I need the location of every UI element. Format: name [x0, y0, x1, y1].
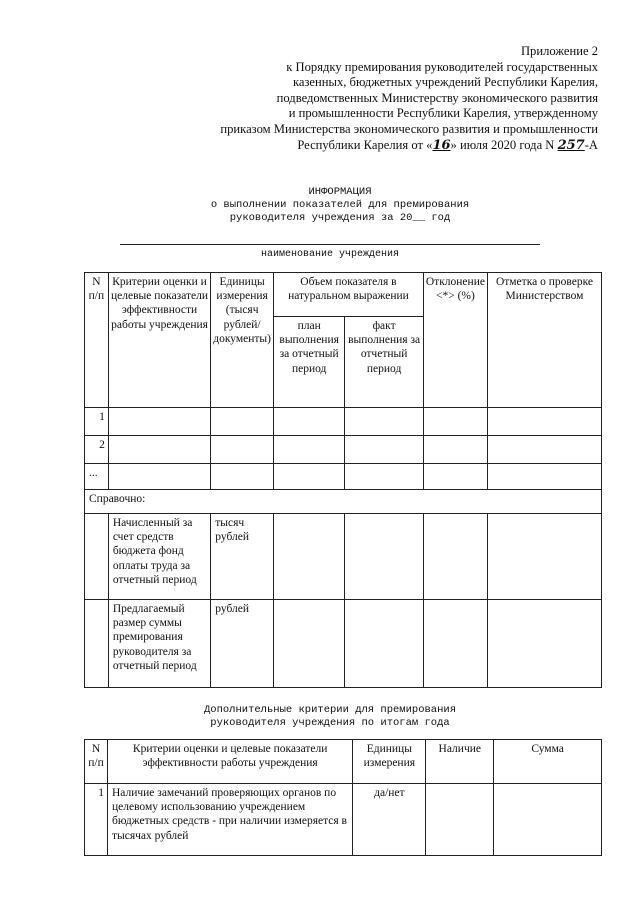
col-header-criteria: Критерии оценки и целевые показатели эффективности работы учреждения: [108, 273, 210, 408]
subtitle-line: руководителя учреждения по итогам года: [210, 717, 450, 729]
title-line: руководителя учреждения за 20__ год: [229, 212, 451, 224]
additional-criteria-table: [84, 739, 602, 856]
col-header-num: N п/п: [85, 273, 109, 408]
row-number: 1: [85, 784, 108, 856]
appendix-header: [178, 44, 598, 153]
col-header-presence: Наличие: [426, 740, 494, 784]
header-date-line: [178, 138, 598, 154]
col-header-deviation: Отклонение <*> (%): [423, 273, 487, 408]
table-row: [85, 408, 602, 436]
ref-units: рублей: [211, 600, 274, 688]
header-line: приказом Министерства экономического развития и промышленности: [220, 121, 598, 136]
title-line: ИНФОРМАЦИЯ: [308, 186, 372, 198]
table-row: [85, 464, 602, 490]
row-number: 1: [85, 408, 109, 436]
header-line: к Порядку премирования руководителей государственных: [286, 59, 598, 74]
col-header-units: Единицы измерения: [353, 740, 426, 784]
header-line: Приложение 2: [520, 44, 598, 58]
col-header-fact: факт выполнения за отчетный период: [345, 317, 424, 408]
handwritten-day: 16: [432, 137, 451, 153]
col-header-units: Единицы измерения (тысяч рублей/ документы): [211, 273, 274, 408]
header-prefix: Республики Карелия от «: [297, 137, 433, 152]
ref-criteria: Предлагаемый размер суммы премирования руководителя за отчетный период: [108, 600, 210, 688]
col-header-criteria: Критерии оценки и целевые показатели эффективности работы учреждения: [107, 740, 352, 784]
header-suffix: -А: [584, 137, 598, 152]
document-title: [150, 186, 530, 225]
reference-row: [85, 490, 602, 514]
title-line: о выполнении показателей для премирования: [210, 199, 470, 211]
additional-criteria-title: [150, 704, 510, 730]
institution-caption: наименование учреждения: [260, 249, 400, 260]
header-line: подведомственных Министерству экономического развития: [276, 90, 598, 105]
col-header-sum: Сумма: [494, 740, 602, 784]
header-line: казенных, бюджетных учреждений Республики Карелия,: [292, 75, 598, 90]
header-line: и промышленности Республики Карелия, утвержденному: [288, 106, 598, 121]
row-units: да/нет: [353, 784, 426, 856]
ref-criteria: Начисленный за счет средств бюджета фонд оплаты труда за отчетный период: [108, 514, 210, 600]
col-header-plan: план выполнения за отчетный период: [273, 317, 344, 408]
header-middle: » июля 2020 года N: [450, 137, 558, 152]
row-number: ...: [85, 464, 109, 490]
subtitle-line: Дополнительные критерии для премирования: [203, 704, 457, 716]
col-header-check: Отметка о проверке Министерством: [487, 273, 601, 408]
row-criteria: Наличие замечаний проверяющих органов по целевому использованию учреждением бюджетных средств - при наличии измеряется в тысячах рублей: [107, 784, 352, 856]
indicators-table: [84, 272, 602, 688]
reference-data-row: [85, 600, 602, 688]
reference-data-row: [85, 514, 602, 600]
ref-units: тысяч рублей: [211, 514, 274, 600]
institution-name-line: [120, 244, 540, 245]
col-header-num: N п/п: [85, 740, 108, 784]
reference-label: Справочно:: [85, 490, 602, 514]
table-row: [85, 784, 602, 856]
row-number: 2: [85, 436, 109, 464]
handwritten-number: 257: [557, 137, 585, 153]
table-row: [85, 436, 602, 464]
col-header-volume: Объем показателя в натуральном выражении: [273, 273, 423, 317]
